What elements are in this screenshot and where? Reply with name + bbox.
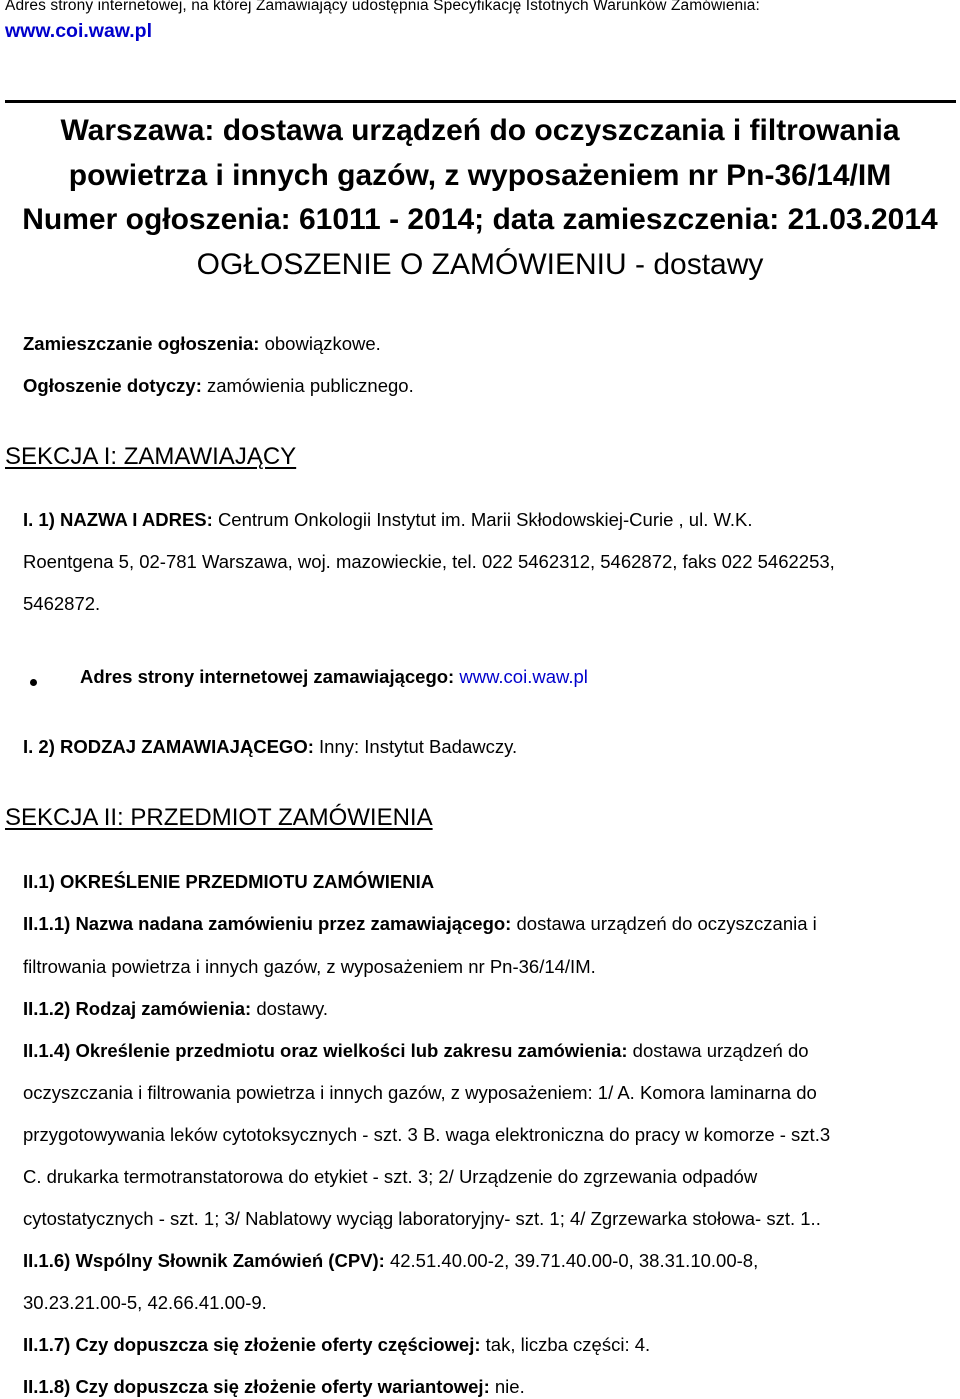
variant-offer-row xyxy=(23,1376,525,1398)
concerns-row xyxy=(23,375,414,397)
subject-subheading-text: II.1) OKREŚLENIE PRZEDMIOTU ZAMÓWIENIA xyxy=(23,871,435,892)
bullet-icon xyxy=(30,679,37,686)
order-desc-line-2: oczyszczania i filtrowania powietrza i innych gazów, z wyposażeniem: 1/ A. Komora laminarna do xyxy=(23,1082,817,1103)
order-desc-line-5: cytostatycznych - szt. 1; 3/ Nablatowy wyciąg laboratoryjny- szt. 1; 4/ Zgrzewarka stołowa- szt. 1.. xyxy=(23,1208,821,1229)
order-kind-value: dostawy. xyxy=(256,998,328,1019)
contracting-type-row xyxy=(23,736,517,758)
contracting-name-line-1: Centrum Onkologii Instytut im. Marii Skłodowskiej-Curie , ul. W.K. xyxy=(217,509,753,530)
order-desc-row xyxy=(23,1040,809,1062)
placement-value: obowiązkowe. xyxy=(264,333,381,354)
header-divider xyxy=(5,100,956,103)
variant-offer-label: II.1.8) Czy dopuszcza się złożenie oferty wariantowej: xyxy=(23,1376,490,1397)
header-label: Adres strony internetowej, na której Zamawiający udostępnia Specyfikację Istotnych Warunków Zamówienia: xyxy=(5,0,760,14)
contracting-name-label: I. 1) NAZWA I ADRES: xyxy=(23,509,213,530)
title-line-1: Warszawa: dostawa urządzeń do oczyszczania i filtrowania xyxy=(60,114,900,147)
section-1-heading: SEKCJA I: ZAMAWIAJĄCY xyxy=(5,443,297,470)
contracting-name-line-2: Roentgena 5, 02-781 Warszawa, woj. mazowieckie, tel. 022 5462312, 5462872, faks 022 5462253, xyxy=(23,551,835,572)
order-name-label: II.1.1) Nazwa nadana zamówieniu przez zamawiającego: xyxy=(23,913,512,934)
contracting-name-line-3: 5462872. xyxy=(23,593,101,614)
order-kind-row xyxy=(23,998,328,1020)
subject-subheading xyxy=(23,871,434,893)
title-line-3: Numer ogłoszenia: 61011 - 2014; data zamieszczenia: 21.03.2014 xyxy=(22,203,938,236)
partial-offer-row xyxy=(23,1334,650,1356)
concerns-value: zamówienia publicznego. xyxy=(207,375,414,396)
placement-label: Zamieszczanie ogłoszenia: xyxy=(23,333,260,354)
order-kind-label: II.1.2) Rodzaj zamówienia: xyxy=(23,998,252,1019)
partial-offer-label: II.1.7) Czy dopuszcza się złożenie oferty częściowej: xyxy=(23,1334,481,1355)
cpv-line-2: 30.23.21.00-5, 42.66.41.00-9. xyxy=(23,1292,267,1313)
order-desc-line-1: dostawa urządzeń do xyxy=(632,1040,809,1061)
variant-offer-value: nie. xyxy=(494,1376,525,1397)
website-label: Adres strony internetowej zamawiającego: xyxy=(80,666,455,687)
order-desc-line-3: przygotowywania leków cytotoksycznych - szt. 3 B. waga elektroniczna do pracy w komorze - szt.3 xyxy=(23,1124,831,1145)
contracting-type-value: Inny: Instytut Badawczy. xyxy=(319,736,518,757)
cpv-row xyxy=(23,1250,758,1272)
order-name-line-2: filtrowania powietrza i innych gazów, z wyposażeniem nr Pn-36/14/IM. xyxy=(23,956,596,977)
cpv-label: II.1.6) Wspólny Słownik Zamówień (CPV): xyxy=(23,1250,385,1271)
placement-row xyxy=(23,333,381,355)
order-desc-line-4: C. drukarka termotranstatorowa do etykiet - szt. 3; 2/ Urządzenie do zgrzewania odpadów xyxy=(23,1166,758,1187)
order-desc-label: II.1.4) Określenie przedmiotu oraz wielkości lub zakresu zamówienia: xyxy=(23,1040,628,1061)
order-name-line-1: dostawa urządzeń do oczyszczania i xyxy=(516,913,817,934)
concerns-label: Ogłoszenie dotyczy: xyxy=(23,375,202,396)
title-line-2: powietrza i innych gazów, z wyposażeniem nr Pn-36/14/IM xyxy=(68,159,892,192)
website-link[interactable]: www.coi.waw.pl xyxy=(459,666,588,687)
notice-subtitle: OGŁOSZENIE O ZAMÓWIENIU - dostawy xyxy=(196,248,764,281)
section-2-heading: SEKCJA II: PRZEDMIOT ZAMÓWIENIA xyxy=(5,804,433,831)
order-name-row xyxy=(23,913,817,935)
partial-offer-value: tak, liczba części: 4. xyxy=(485,1334,651,1355)
cpv-line-1: 42.51.40.00-2, 39.71.40.00-0, 38.31.10.00-8, xyxy=(389,1250,759,1271)
website-row xyxy=(80,666,588,688)
header-url-link[interactable]: www.coi.waw.pl xyxy=(5,20,152,42)
contracting-type-label: I. 2) RODZAJ ZAMAWIAJĄCEGO: xyxy=(23,736,314,757)
contracting-name-row xyxy=(23,509,753,531)
